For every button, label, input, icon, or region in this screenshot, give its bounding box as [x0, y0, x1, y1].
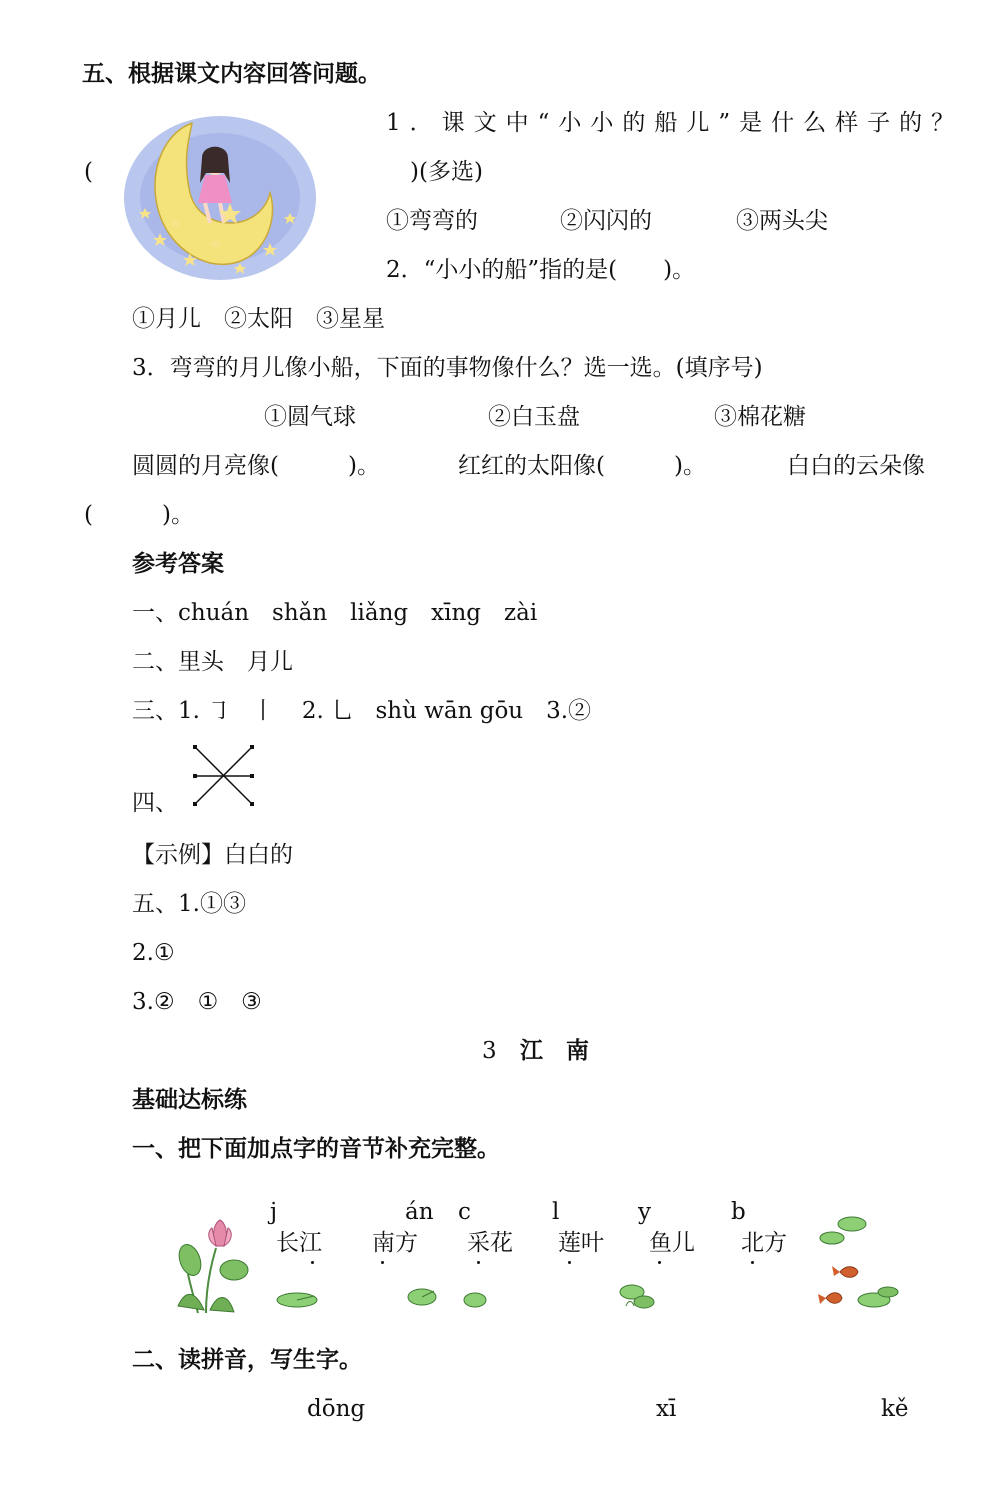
- lesson-title: 江 南: [520, 1038, 589, 1064]
- fish-pond-illustration: [812, 1210, 902, 1318]
- stroke-shu-wan-gou: 乚: [331, 698, 355, 724]
- question-heading-1: 一、把下面加点字的音节补充完整。: [132, 1136, 500, 1162]
- lily-pad-icon: [272, 1290, 322, 1310]
- fill-line-d: ( )。: [84, 502, 194, 528]
- answer-3-part2: 2.: [301, 698, 324, 724]
- answer-2: 二、里头 月儿: [132, 649, 293, 675]
- pinyin-fragment: b: [731, 1199, 746, 1225]
- answer-3-rest: shù wān gōu 3.②: [375, 698, 592, 724]
- pinyin-prompt: xī: [656, 1396, 677, 1422]
- answer-1: 一、chuán shǎn liǎng xīng zài: [132, 600, 538, 626]
- fill-line-c: 白白的云朵像: [787, 453, 925, 479]
- question-2-options: ①月儿 ②太阳 ③星星: [132, 306, 385, 332]
- pinyin-fragment: án: [405, 1199, 434, 1225]
- answer-5-1: 五、1.①③: [132, 891, 246, 917]
- pinyin-fragment: l: [552, 1199, 560, 1225]
- stroke-heng-zhe: ㇆: [207, 698, 231, 724]
- practice-subheading: 基础达标练: [132, 1087, 247, 1113]
- matching-lines-diagram: [188, 741, 258, 811]
- lily-pad-icon: [460, 1290, 490, 1310]
- answer-3: [132, 696, 591, 726]
- lily-pad-icon: [614, 1280, 658, 1314]
- lesson-number: 3: [482, 1038, 497, 1064]
- answer-5-2: 2.①: [132, 940, 175, 966]
- emphasis-dot: [568, 1261, 571, 1264]
- emphasis-dot: [311, 1261, 314, 1264]
- word-item: 采花: [467, 1230, 513, 1256]
- lotus-plant-illustration: [176, 1218, 250, 1314]
- emphasis-dot: [381, 1261, 384, 1264]
- word-item: 北方: [741, 1230, 787, 1256]
- question-2: 2．“小小的船”指的是( )。: [386, 257, 696, 283]
- pinyin-fragment: c: [458, 1199, 471, 1225]
- question-heading-2: 二、读拼音，写生字。: [132, 1347, 362, 1373]
- word-item: 南方: [372, 1230, 418, 1256]
- section-heading: 五、根据课文内容回答问题。: [82, 61, 381, 87]
- option-1: ①圆气球: [264, 404, 356, 430]
- question-3: 3．弯弯的月儿像小船，下面的事物像什么？选一选。(填序号): [132, 355, 763, 381]
- option-3: ③棉花糖: [714, 404, 806, 430]
- emphasis-dot: [477, 1261, 480, 1264]
- word-item: 鱼儿: [649, 1230, 695, 1256]
- lily-pad-icon: [404, 1286, 440, 1308]
- moon-girl-illustration: [120, 103, 320, 283]
- word-item: 莲叶: [558, 1230, 604, 1256]
- emphasis-dot: [658, 1261, 661, 1264]
- answer-3-prefix: 三、1.: [132, 698, 200, 724]
- word-item: 长江: [276, 1230, 322, 1256]
- answers-heading: 参考答案: [132, 551, 224, 577]
- pinyin-prompt: dōng: [307, 1396, 366, 1422]
- option-2: ②白玉盘: [488, 404, 580, 430]
- answer-5-3: 3.② ① ③: [132, 989, 262, 1015]
- answer-4-prefix: 四、: [132, 790, 178, 816]
- option-3: ③两头尖: [736, 208, 828, 234]
- fill-line-b: 红红的太阳像( )。: [458, 453, 706, 479]
- emphasis-dot: [751, 1261, 754, 1264]
- stroke-shu: 丨: [251, 698, 275, 724]
- pinyin-fragment: j: [270, 1199, 278, 1225]
- pinyin-prompt: kě: [881, 1396, 909, 1422]
- answer-4-example: 【示例】白白的: [132, 842, 293, 868]
- question-1-open-paren: (: [84, 159, 93, 185]
- option-1: ①弯弯的: [386, 208, 478, 234]
- question-1: 1．课文中“小小的船儿”是什么样子的？: [386, 110, 964, 136]
- fill-line-a: 圆圆的月亮像( )。: [132, 453, 380, 479]
- option-2: ②闪闪的: [560, 208, 652, 234]
- pinyin-fragment: y: [638, 1199, 651, 1225]
- question-1-close-paren: )(多选): [410, 159, 483, 185]
